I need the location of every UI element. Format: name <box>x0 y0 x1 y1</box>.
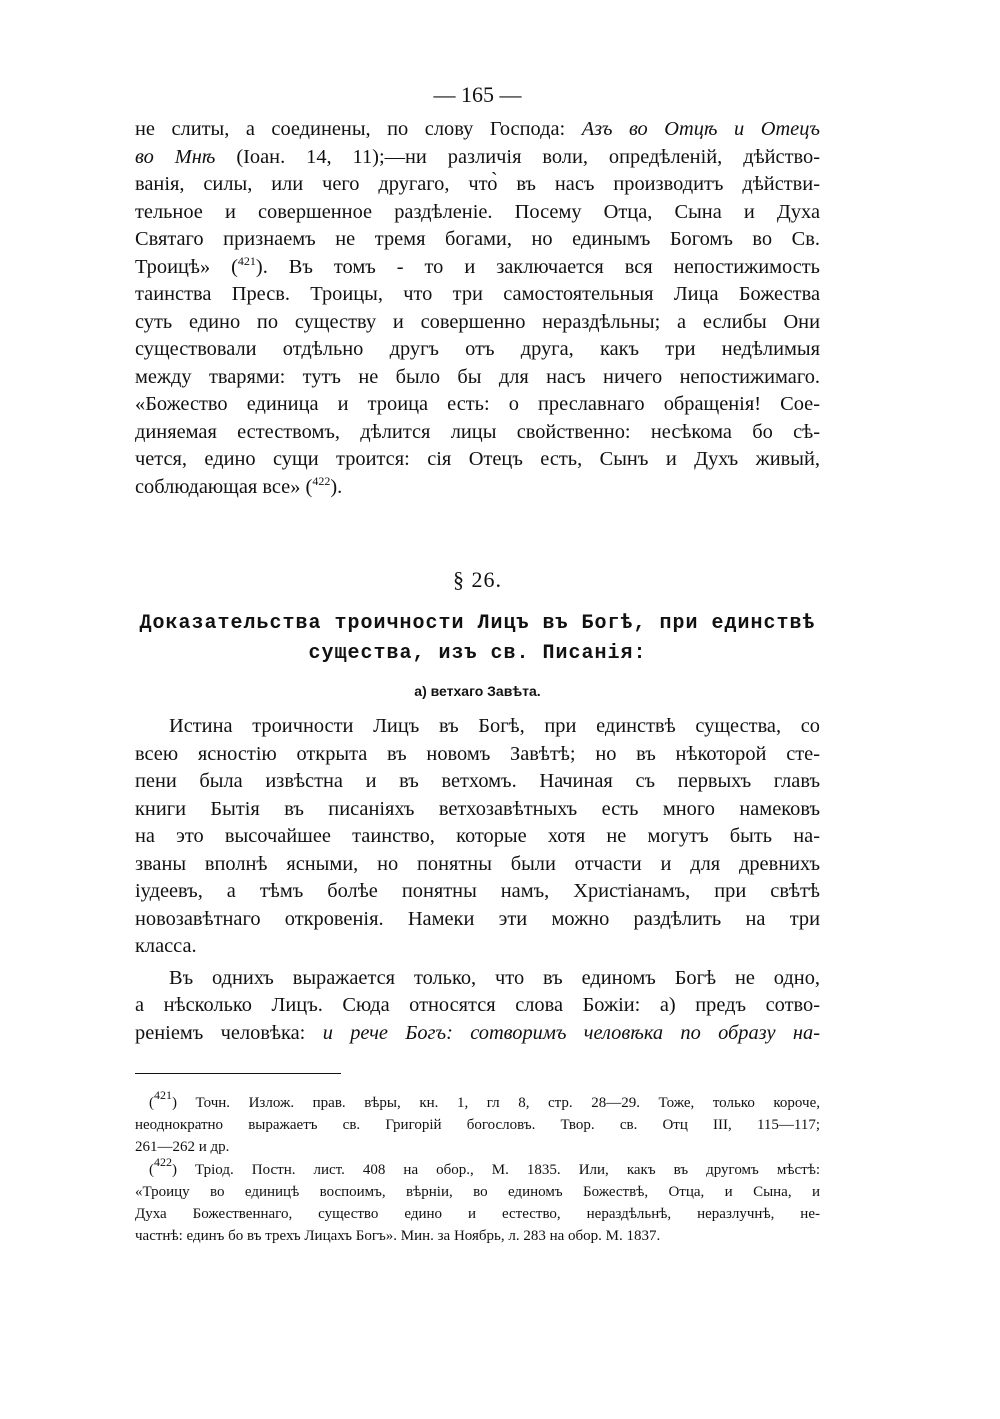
paragraph-old-testament: Истина троичности Лицъ въ Богѣ, при единствѣ существа, со всею ясностію открыта въ новомъ Завѣтѣ; но въ нѣкоторой сте- пени была извѣстна и въ ветхомъ. Начиная съ первыхъ главъ книги Бытія въ писаніяхъ ветхозавѣтныхъ есть много намековъ на это высочайшее таинство, которые хотя не могутъ быть на- званы вполнѣ ясными, но понятны были отчасти и для древнихъ іудеевъ, а тѣмъ болѣе понятны намъ, Христіанамъ, при свѣтѣ новозавѣтнаго откровенія. Намеки эти можно раздѣлить на три класса. <box>135 715 820 957</box>
book-page <box>135 80 820 1247</box>
footnote-422: ($^{422}$) Тріод. Постн. лист. 408 на обор., М. 1835. Или, какъ въ другомъ мѣстѣ: «Троицу во единицѣ воспоимъ, вѣрніи, во единомъ Божествѣ, Отца, и Сына, и Духа Божественнаго, существо едино и естество, нераздѣльнѣ, неразлучнѣ, не- частнѣ: единъ бо въ трехъ Лицахъ Богъ». Мин. за Ноябрь, л. 283 на обор. М. 1837. <box>135 1155 820 1244</box>
section-heading: Доказательства троичности Лицъ въ Богѣ, при единствѣ существа, изъ св. Писанія: <box>139 612 816 665</box>
section-number: § 26. <box>453 567 502 592</box>
paragraph-trinity-unity: не слиты, а соединены, по слову Господа: Азъ во Отцѣ и Отецъ во Мнѣ (Іоан. 14, 11);—ни различія воли, опредѣленій, дѣйство- ванія, силы, или чего другаго, что̀ въ насъ производитъ дѣйстви- тельное и совершенное раздѣленіе. Посему Отца, Сына и Духа Святаго признаемъ не тремя богами, но единымъ Богомъ во Св. Троицѣ» ($^{421}$). Въ томъ - то и заключается вся непостижимость таинства Пресв. Троицы, что три самостоятельныя Лица Божества суть едино по существу и совершенно нераздѣльны; а еслибы Они существовали отдѣльно другъ отъ друга, какъ три недѣлимыя между тварями: тутъ не было бы для насъ ничего непостижимаго. «Божество единица и троица есть: о преславнаго обращенія! Сое- диняемая естествомъ, дѣлится лицы свойственно: несѣкома бо сѣ- чется, едино сущи троится: сія Отецъ есть, Сынъ и Духъ живый, соблюдающая все» ($^{422}$). <box>135 118 820 498</box>
scripture-quote: и рече Богъ: сотворимъ человѣка по образу на- <box>322 1021 820 1044</box>
scripture-quote: Азъ во Отцѣ и Отецъ <box>581 118 820 140</box>
page-number: — 165 — <box>433 82 522 107</box>
subsection-heading: а) ветхаго Завѣта. <box>414 683 541 699</box>
paragraph-classes: Въ однихъ выражается только, что въ единомъ Богѣ не одно, а нѣсколько Лицъ. Сюда относятся слова Божіи: а) предъ сотво- реніемъ человѣка: и рече Богъ: сотворимъ человѣка по образу на- <box>135 966 820 1044</box>
footnote-421: ($^{421}$) Точн. Излож. прав. вѣры, кн. 1, гл 8, стр. 28—29. Тоже, только короче, неоднократно выражаетъ св. Григорій богословъ. Твор. св. Отц III, 115—117; 261—262 и др. <box>135 1088 820 1155</box>
footnote-divider <box>135 1073 341 1074</box>
footnote-ref-422[interactable]: 422 <box>312 473 331 488</box>
footnote-ref-421[interactable]: 421 <box>237 253 256 268</box>
scripture-quote-cont: во Мнѣ <box>135 145 216 168</box>
